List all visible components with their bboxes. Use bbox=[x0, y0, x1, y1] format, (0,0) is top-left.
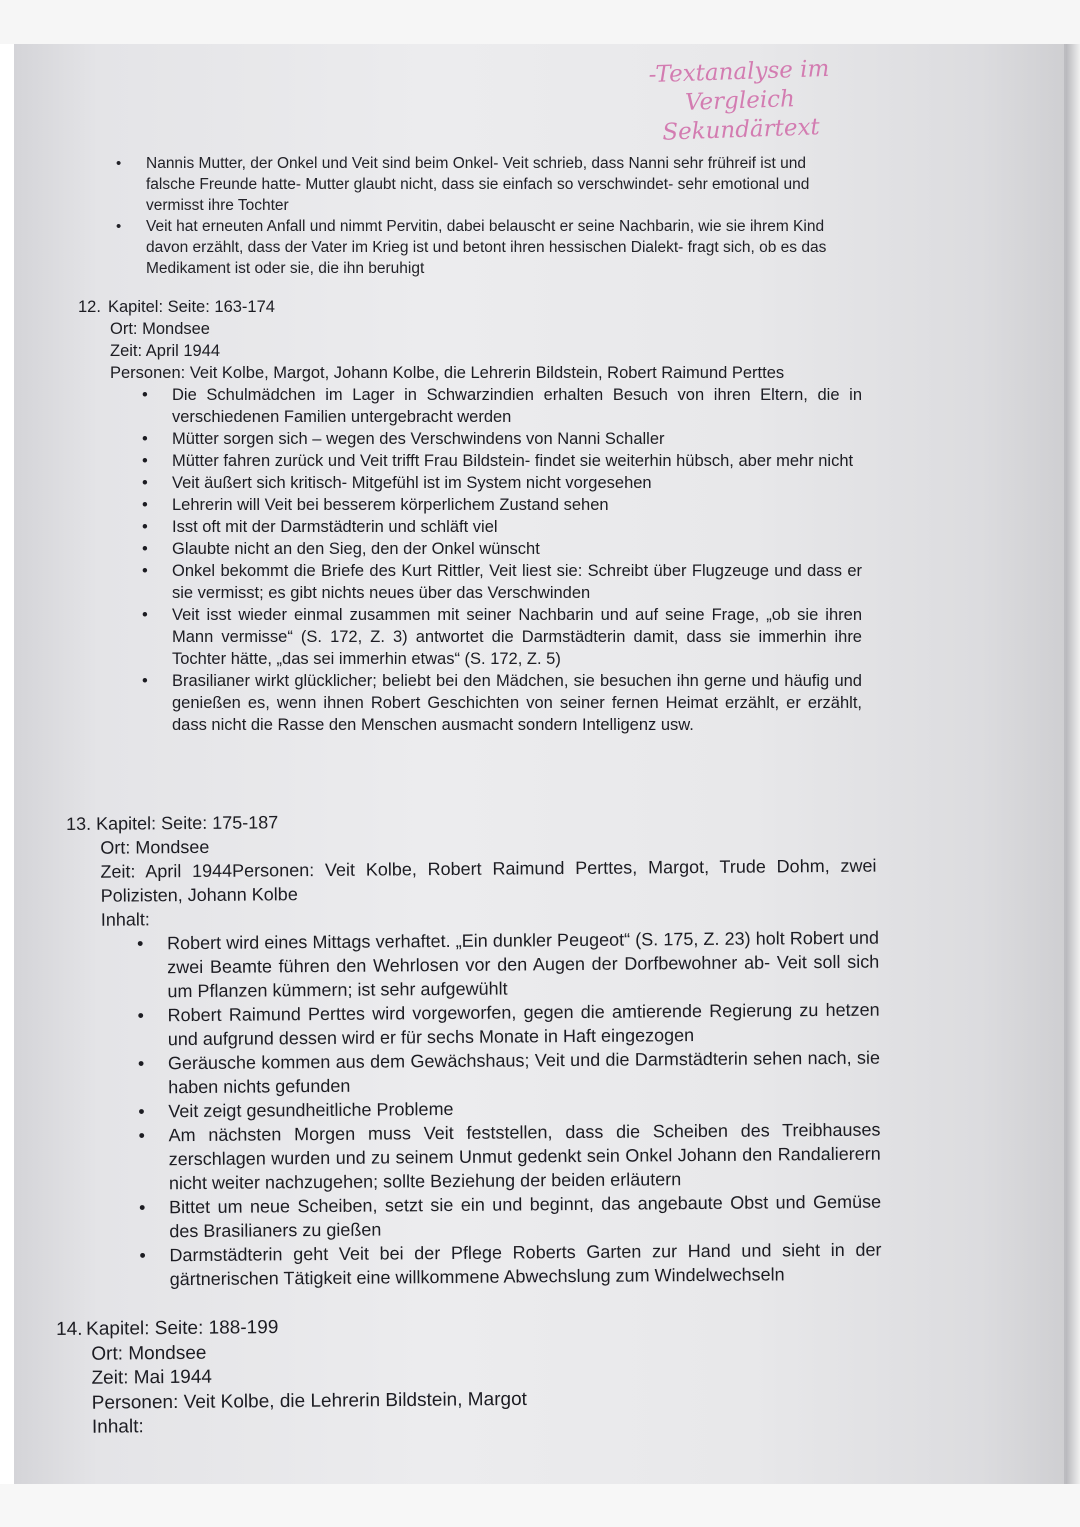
chapter-content-label: Inhalt: bbox=[91, 1416, 144, 1438]
place-value: Mondsee bbox=[135, 836, 210, 858]
chapter-time bbox=[110, 340, 858, 362]
chapter-title: Kapitel: Seite: 188-199 bbox=[86, 1317, 279, 1340]
list-item: • Veit isst wieder einmal zusammen mit seiner Nachbarin und auf seine Frage, „ob sie ihren Mann vermisse“ (S. 172, Z. 3) antwortet die Darmstädterin damit, dass sie immerhin ihre Tochter hätte, „das sei immerhin etwas“ (S. 172, Z. 5) bbox=[172, 604, 862, 670]
time-label: Zeit: bbox=[100, 861, 136, 882]
handwritten-line: Vergleich bbox=[684, 86, 796, 116]
place-value: Mondsee bbox=[128, 1342, 207, 1364]
persons-label: Personen: bbox=[110, 364, 186, 382]
chapter-time-persons bbox=[100, 854, 876, 908]
bullet-dot-icon: • bbox=[116, 155, 122, 172]
chapter-bullet-list bbox=[172, 384, 862, 736]
persons-value: Veit Kolbe, die Lehrerin Bildstein, Margot bbox=[183, 1388, 527, 1413]
chapter-meta bbox=[56, 1336, 857, 1441]
intro-bullet-text: Nannis Mutter, der Onkel und Veit sind beim Onkel- Veit schrieb, dass Nanni sehr frühreif ist und falsche Freunde hatte- Mutter glaubt nicht, dass sie einfach so verschwindet- sehr emotional und vermisst ihre Tochter bbox=[146, 155, 810, 214]
persons-label: Personen: bbox=[232, 860, 315, 881]
list-item: • Glaubte nicht an den Sieg, den der Onkel wünscht bbox=[172, 538, 862, 560]
chapter-content-label: Inhalt: bbox=[100, 909, 150, 930]
list-item: • Isst oft mit der Darmstädterin und schläft viel bbox=[172, 516, 862, 538]
list-item: • Robert wird eines Mittags verhaftet. „Ein dunkler Peugeot“ (S. 175, Z. 23) holt Robert und zwei Beamte führen den Wehrlosen vor den Augen der Dorfbewohner ab- Veit soll sich um Pflanzen kümmern; ist sehr aufgewühlt bbox=[167, 926, 880, 1004]
intro-bullet bbox=[116, 216, 840, 279]
chapter-12 bbox=[78, 296, 862, 736]
chapter-meta bbox=[66, 830, 877, 932]
place-value: Mondsee bbox=[142, 320, 210, 338]
chapter-persons bbox=[110, 362, 858, 384]
list-item: • Mütter fahren zurück und Veit trifft Frau Bildstein- findet sie weiterhin hübsch, aber mehr nicht bbox=[172, 450, 862, 472]
chapter-13 bbox=[66, 806, 880, 1292]
chapter-heading bbox=[78, 296, 858, 318]
chapter-number: 13. bbox=[66, 813, 92, 834]
time-label: Zeit: bbox=[110, 342, 143, 360]
list-item: • Veit äußert sich kritisch- Mitgefühl ist im System nicht vorgesehen bbox=[172, 472, 862, 494]
chapter-meta bbox=[78, 318, 858, 384]
handwritten-line: Sekundärtext bbox=[661, 114, 821, 146]
chapter-title: Kapitel: Seite: 163-174 bbox=[108, 298, 275, 316]
list-item: • Robert Raimund Perttes wird vorgeworfen, gegen die amtierende Regierung zu hetzen und aufgrund dessen wird er für sechs Monate in Haft eingezogen bbox=[168, 998, 880, 1052]
persons-value: Veit Kolbe, Robert Raimund Perttes, Margot, Trude Dohm, zwei Polizisten, Johann Kolbe bbox=[100, 855, 877, 906]
chapter-14 bbox=[56, 1311, 857, 1440]
handwritten-line: -Textanalyse im bbox=[648, 55, 830, 89]
chapter-number: 14. bbox=[56, 1318, 83, 1340]
bullet-dot-icon: • bbox=[116, 218, 122, 235]
time-label: Zeit: bbox=[91, 1367, 129, 1389]
handwritten-note bbox=[609, 53, 872, 149]
list-item: • Mütter sorgen sich – wegen des Verschwindens von Nanni Schaller bbox=[172, 428, 862, 450]
list-item: • Am nächsten Morgen muss Veit feststellen, dass die Scheiben des Treibhauses zerschlagen wurden und zu seinem Unmut gedenkt sein Onkel Johann den Randalierern nicht weiter nachzugehen; sollte Beziehung der beiden erläutern bbox=[168, 1118, 881, 1196]
chapter-number: 12. bbox=[78, 298, 101, 316]
chapter-bullet-list bbox=[167, 926, 882, 1292]
photo-background-bottom bbox=[0, 1484, 1080, 1527]
chapter-title: Kapitel: Seite: 175-187 bbox=[96, 812, 279, 834]
list-item: • Geräusche kommen aus dem Gewächshaus; Veit und die Darmstädterin sehen nach, sie haben nichts gefunden bbox=[168, 1046, 880, 1100]
persons-value: Veit Kolbe, Margot, Johann Kolbe, die Lehrerin Bildstein, Robert Raimund Perttes bbox=[189, 364, 785, 382]
list-item: • Brasilianer wirkt glücklicher; beliebt bei den Mädchen, sie besuchen ihn gerne und häufig und genießen es, wenn ihnen Robert Geschichten von seiner fernen Heimat erzählt, er erzählt, dass nicht die Rasse den Menschen ausmacht sondern Intelligenz usw. bbox=[172, 670, 862, 736]
list-item: • Lehrerin will Veit bei besserem körperlichem Zustand sehen bbox=[172, 494, 862, 516]
list-item: • Veit zeigt gesundheitliche Probleme bbox=[168, 1094, 880, 1124]
place-label: Ort: bbox=[91, 1342, 124, 1365]
time-value: April 1944 bbox=[145, 342, 221, 360]
place-label: Ort: bbox=[100, 837, 131, 858]
time-value: Mai 1944 bbox=[133, 1366, 213, 1389]
photo-background-top bbox=[0, 0, 1080, 44]
persons-label: Personen: bbox=[91, 1391, 179, 1414]
list-item: • Darmstädterin geht Veit bei der Pflege Roberts Garten zur Hand und sieht in der gärtnerischen Tätigkeit eine willkommene Abwechslung zum Windelwechseln bbox=[169, 1238, 881, 1292]
paper-edge-shadow bbox=[1066, 44, 1080, 1484]
place-label: Ort: bbox=[110, 320, 138, 338]
intro-bullet bbox=[116, 153, 840, 216]
list-item: • Die Schulmädchen im Lager in Schwarzindien erhalten Besuch von ihren Eltern, die in verschiedenen Familien untergebracht werden bbox=[172, 384, 862, 428]
time-value: April 1944 bbox=[145, 860, 233, 882]
list-item: • Bittet um neue Scheiben, setzt sie ein und beginnt, das angebaute Obst und Gemüse des Brasilianers zu gießen bbox=[169, 1190, 881, 1244]
intro-bullet-text: Veit hat erneuten Anfall und nimmt Pervitin, dabei belauscht er seine Nachbarin, wie sie ihrem Kind davon erzählt, dass der Vater im Krieg ist und betont ihren hessischen Dialekt- fragt sich, ob es das Medikament ist oder sie, die ihn beruhigt bbox=[146, 218, 827, 277]
chapter-place bbox=[110, 318, 858, 340]
list-item: • Onkel bekommt die Briefe des Kurt Rittler, Veit liest sie: Schreibt über Flugzeuge und dass er sie vermisst; es gibt nichts neues über das Verschwinden bbox=[172, 560, 862, 604]
